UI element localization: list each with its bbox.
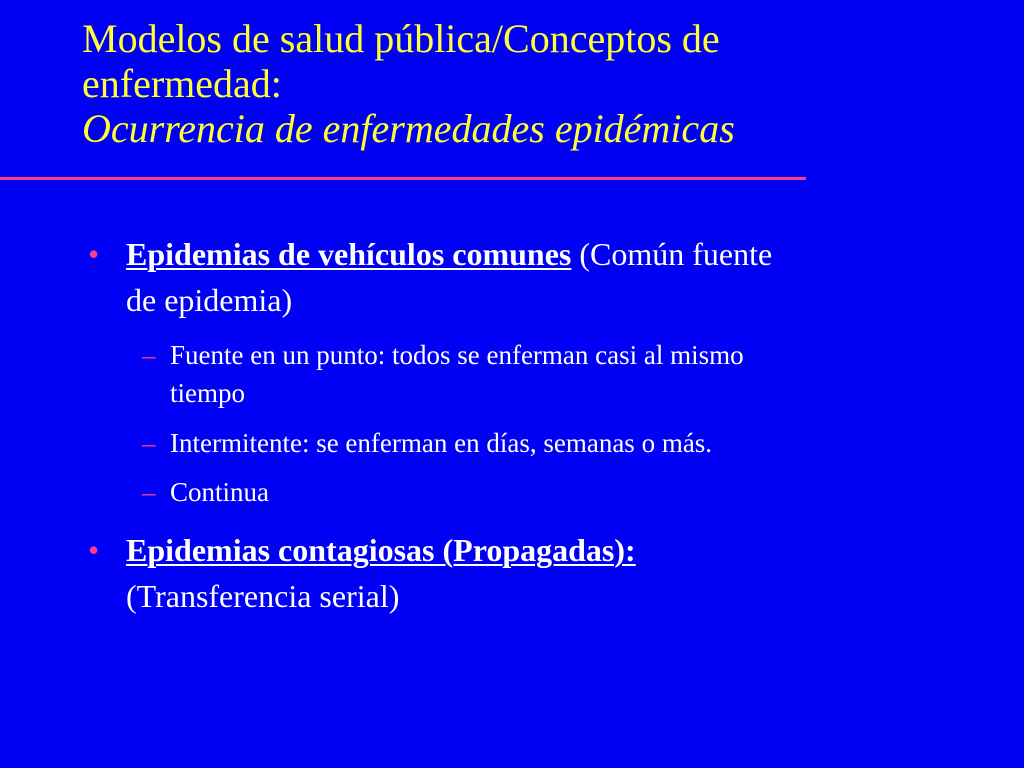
sub-item-text	[170, 473, 930, 511]
slide-subtitle: Ocurrencia de enfermedades epidémicas	[82, 106, 735, 151]
sub-item-line-1: Continua	[170, 477, 269, 507]
bullet-line-1	[126, 231, 946, 277]
sub-item-line-2: tiempo	[170, 378, 245, 408]
sub-item-text	[170, 336, 930, 412]
bullet-line-1	[126, 527, 946, 573]
title-line-1: Modelos de salud pública/Conceptos de	[82, 16, 720, 61]
slide-title	[82, 16, 982, 151]
bullet-rest-line-2: de epidemia)	[126, 282, 293, 318]
sub-item-text	[170, 424, 930, 462]
bullet-icon: •	[88, 532, 100, 568]
title-divider	[0, 177, 806, 180]
dash-icon: –	[142, 428, 156, 458]
bullet-rest-line-2: (Transferencia serial)	[126, 578, 400, 614]
bullet-rest-line-1: (Común fuente	[571, 236, 773, 272]
bullet-icon: •	[88, 236, 100, 272]
title-line-2: enfermedad:	[82, 61, 282, 106]
bullet-heading: Epidemias de vehículos comunes	[126, 236, 572, 272]
dash-icon: –	[142, 477, 156, 507]
bullet-heading: Epidemias contagiosas (Propagadas):	[126, 532, 636, 568]
bullet-text	[126, 527, 946, 619]
dash-icon: –	[142, 340, 156, 370]
sub-item-line-1: Fuente en un punto: todos se enferman casi al mismo	[170, 340, 744, 370]
bullet-text	[126, 231, 946, 323]
sub-item-line-1: Intermitente: se enferman en días, semanas o más.	[170, 428, 713, 458]
